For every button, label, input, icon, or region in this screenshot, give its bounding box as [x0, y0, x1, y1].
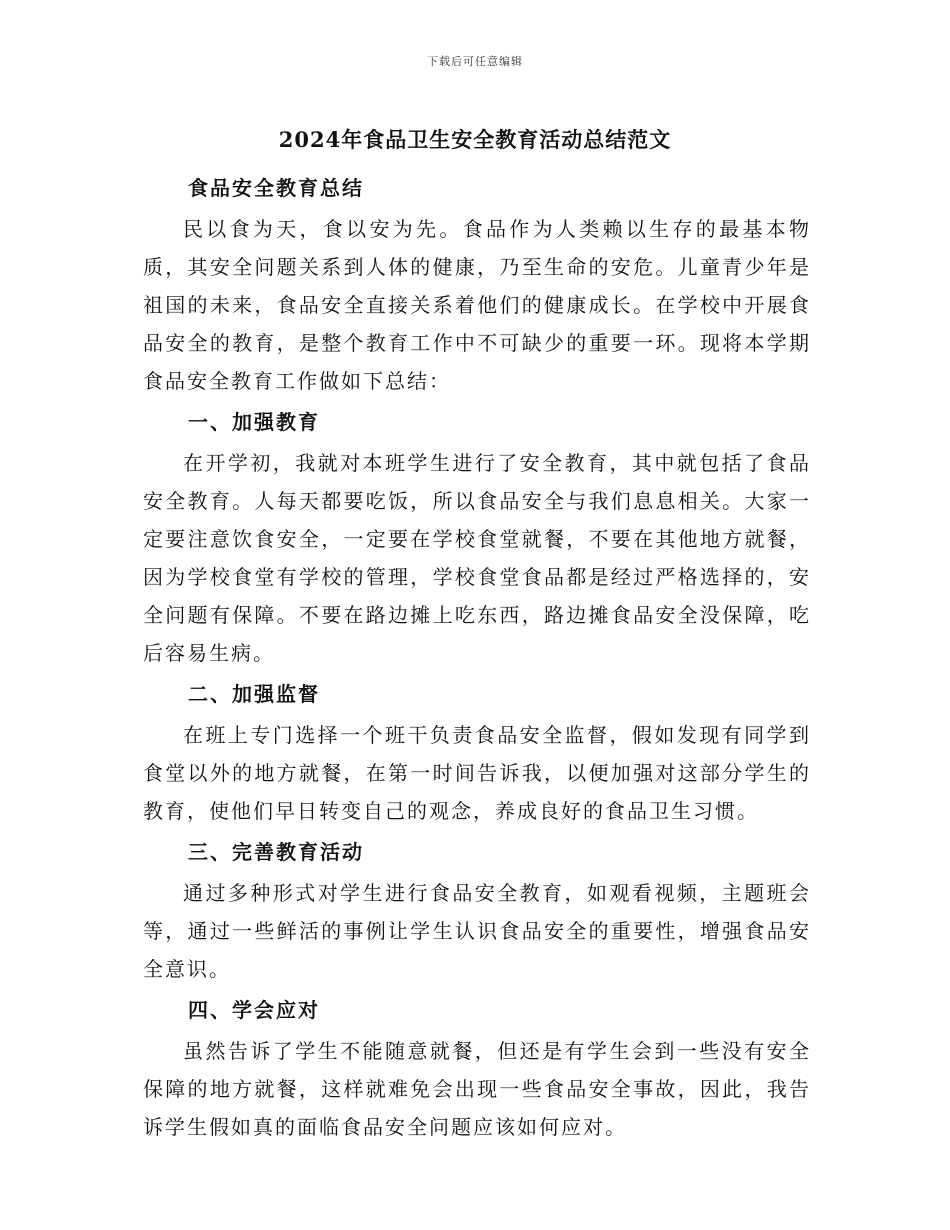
section-strengthen-supervision [143, 676, 811, 830]
section-heading: 三、完善教育活动 [188, 840, 364, 864]
section-heading: 二、加强监督 [188, 682, 320, 706]
header-note: 下载后可任意编辑 [427, 55, 523, 68]
section-paragraph: 通过多种形式对学生进行食品安全教育，如观看视频，主题班会等，通过一些鲜活的事例让学生认识食品安全的重要性，增强食品安全意识。 [143, 881, 811, 981]
section-heading: 一、加强教育 [188, 410, 320, 434]
section-heading: 食品安全教育总结 [188, 176, 364, 200]
section-improve-activities [143, 834, 811, 988]
section-paragraph: 虽然告诉了学生不能随意就餐，但还是有学生会到一些没有安全保障的地方就餐，这样就难免会出现一些食品安全事故，因此，我告诉学生假如真的面临食品安全问题应该如何应对。 [143, 1039, 811, 1139]
section-strengthen-education [143, 404, 811, 672]
section-summary [143, 170, 811, 400]
section-paragraph: 在开学初，我就对本班学生进行了安全教育，其中就包括了食品安全教育。人每天都要吃饭，所以食品安全与我们息息相关。大家一定要注意饮食安全，一定要在学校食堂就餐，不要在其他地方就餐，因为学校食堂有学校的管理，学校食堂食品都是经过严格选择的，安全问题有保障。不要在路边摊上吃东西，路边摊食品安全没保障，吃后容易生病。 [143, 451, 811, 665]
section-heading: 四、学会应对 [188, 998, 320, 1022]
document-body [143, 170, 811, 1150]
section-paragraph: 民以食为天，食以安为先。食品作为人类赖以生存的最基本物质，其安全问题关系到人体的健康，乃至生命的安危。儿童青少年是祖国的未来，食品安全直接关系着他们的健康成长。在学校中开展食品安全的教育，是整个教育工作中不可缺少的重要一环。现将本学期食品安全教育工作做如下总结： [143, 217, 811, 393]
section-learn-to-respond [143, 992, 811, 1146]
document-title: 2024年食品卫生安全教育活动总结范文 [278, 127, 672, 152]
section-paragraph: 在班上专门选择一个班干负责食品安全监督，假如发现有同学到食堂以外的地方就餐，在第一时间告诉我，以便加强对这部分学生的教育，使他们早日转变自己的观念，养成良好的食品卫生习惯。 [143, 723, 811, 823]
